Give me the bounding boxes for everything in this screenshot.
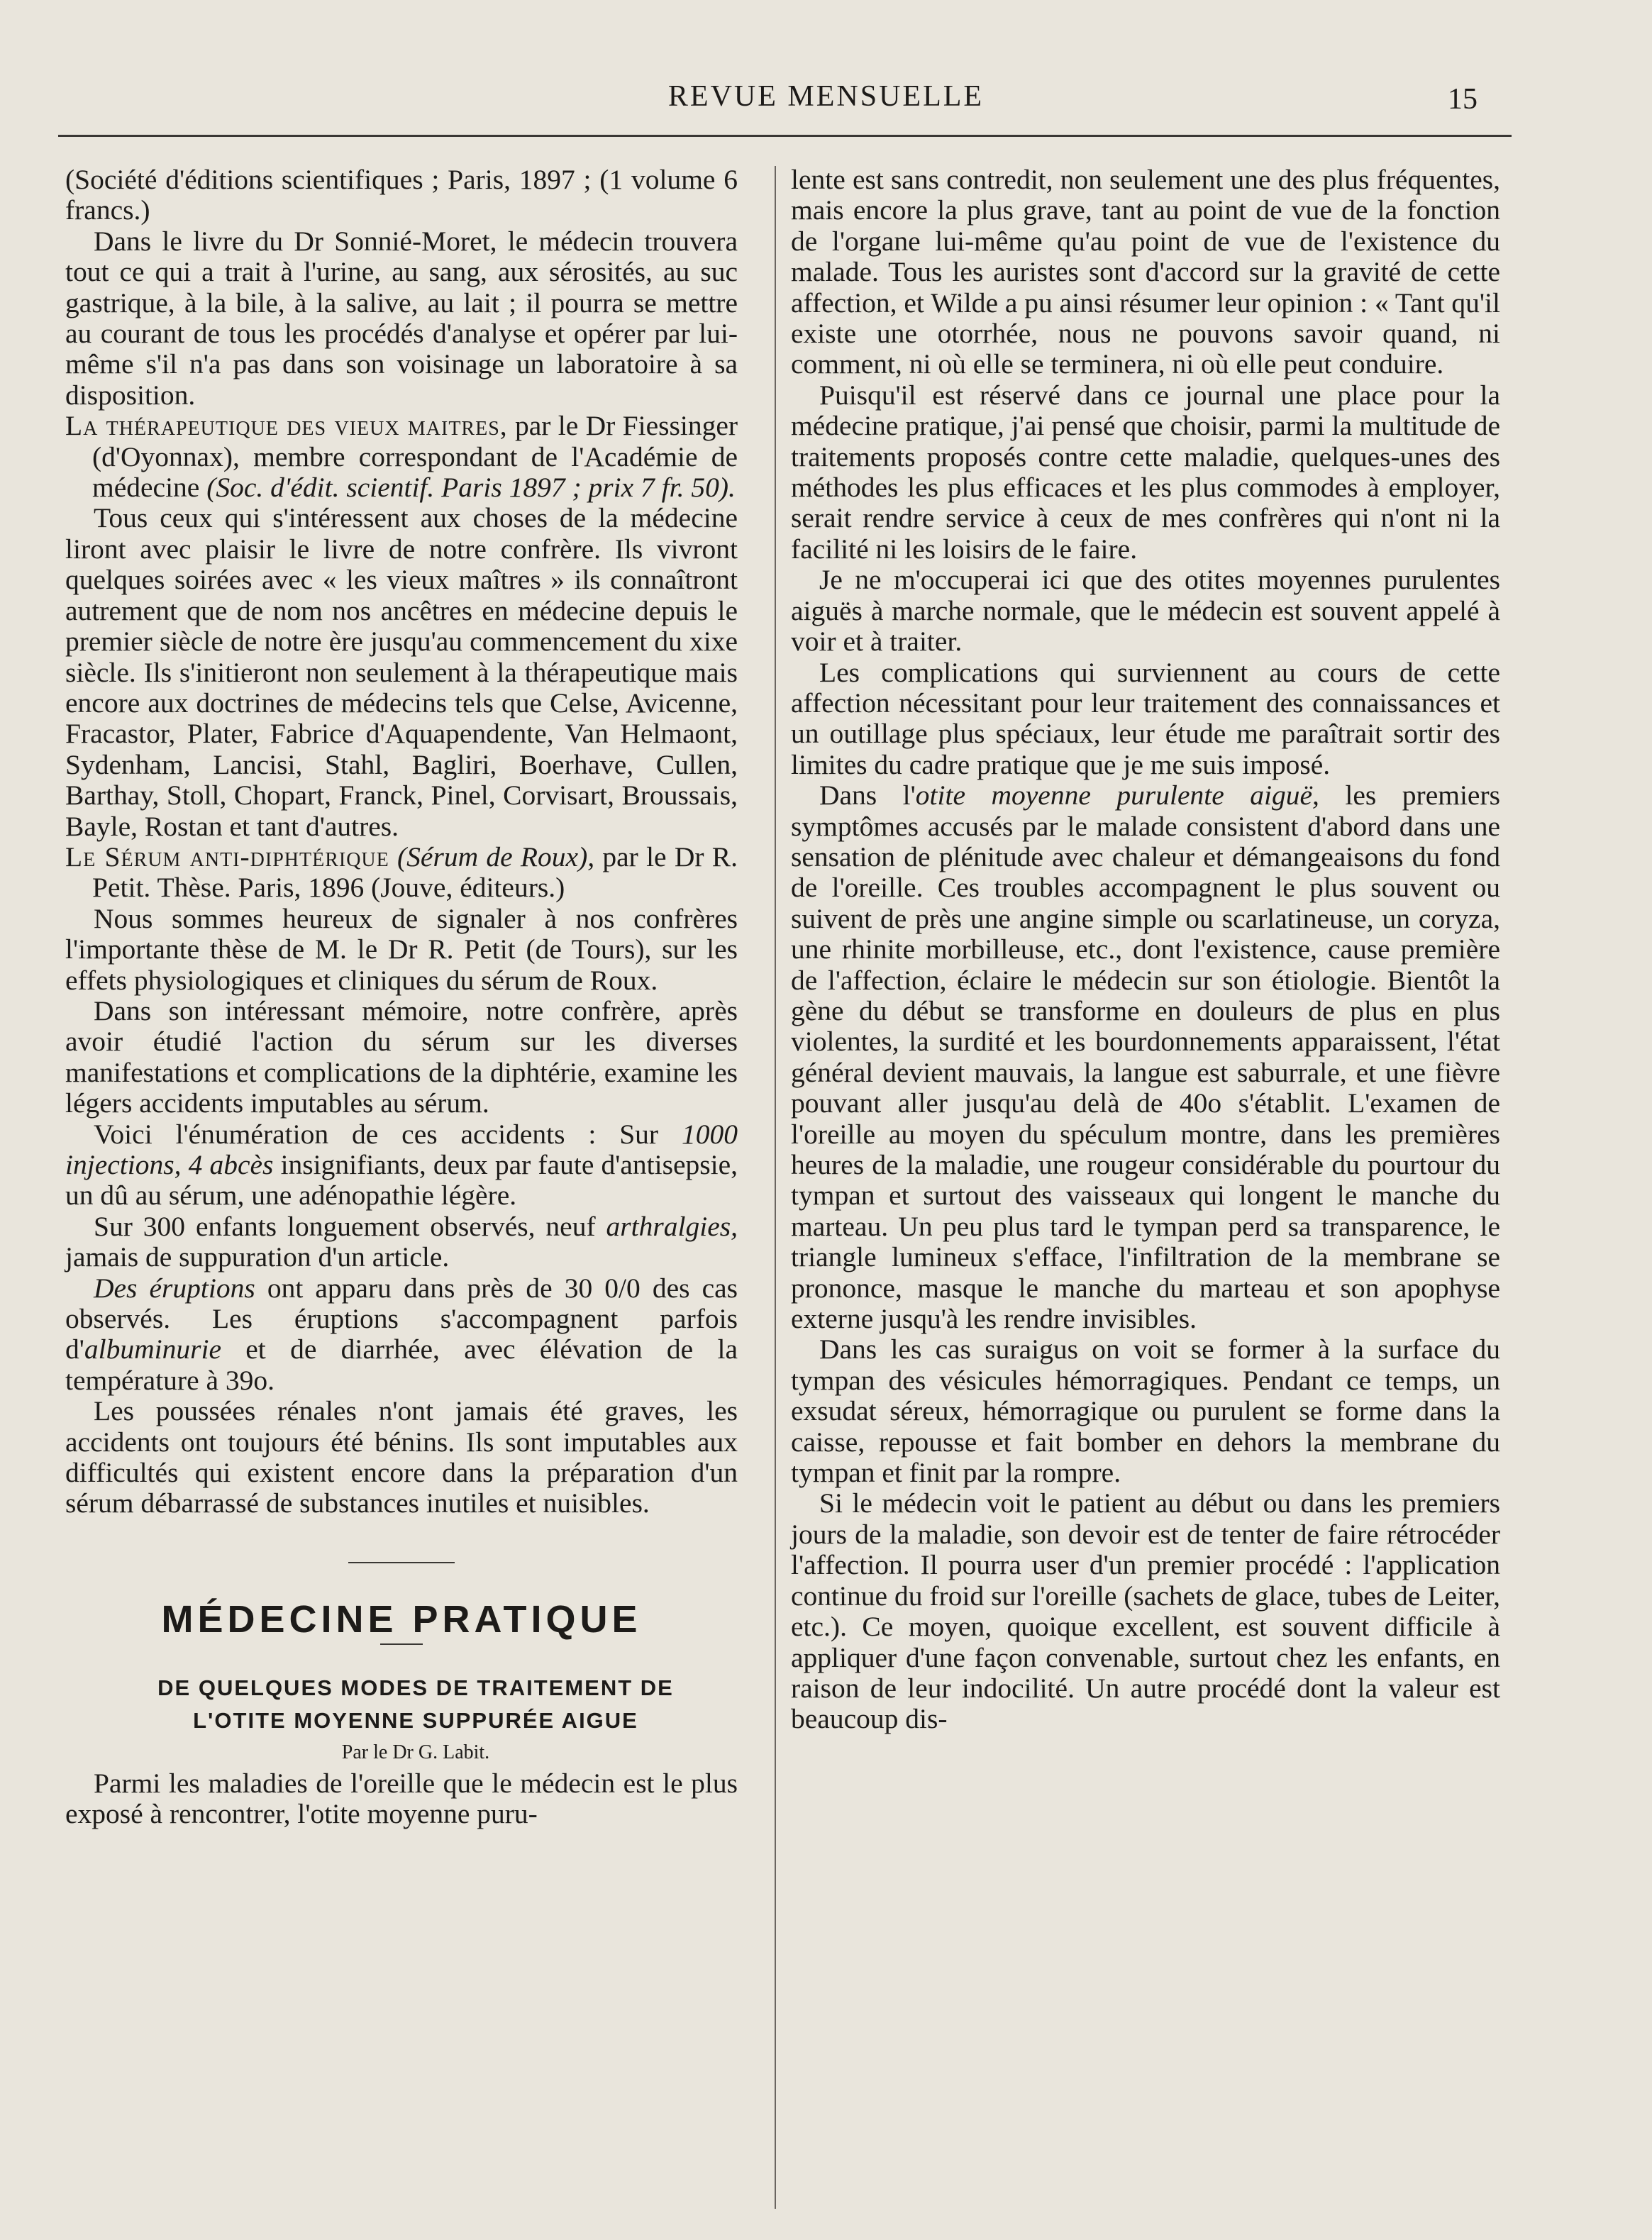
right-column [791, 165, 1500, 1735]
book-entry [65, 842, 738, 904]
paragraph: Tous ceux qui s'intéressent aux choses de la médecine liront avec plaisir le livre de notre confrère. Ils vivront quelques soirées avec « les vieux maîtres » ils connaîtront autrement que de nom nos ancêtres en médecine depuis le premier siècle de notre ère jusqu'au commencement du xixe siècle. Ils s'initieront non seulement à la thérapeutique mais encore aux doctrines de médecins tels que Celse, Avicenne, Fracastor, Plater, Fabrice d'Aquapendente, Van Helmaont, Sydenham, Lancisi, Stahl, Bagliri, Boerhave, Cullen, Barthay, Stoll, Chopart, Franck, Pinel, Corvisart, Broussais, Bayle, Rostan et tant d'autres. [65, 502, 738, 842]
section-title: MÉDECINE PRATIQUE [161, 1597, 642, 1641]
column-separator [775, 166, 776, 2209]
section-divider [348, 1562, 455, 1563]
book-subtitle: (Sérum de Roux), [389, 841, 595, 872]
text-italic: otite moyenne purulente aiguë, [915, 780, 1319, 811]
paragraph: Dans le livre du Dr Sonnié-Moret, le médecin trouvera tout ce qui a trait à l'urine, au sang, aux sérosités, au suc gastrique, à la bile, à la salive, au lait ; il pourra se mettre au courant de tous les procédés d'analyse et opérer par lui-même s'il n'a pas dans son voisinage un laboratoire à sa disposition. [65, 225, 738, 411]
text-italic: Des éruptions [94, 1272, 255, 1304]
header-rule [58, 135, 1512, 137]
book-title: La thérapeutique des vieux maitres, [65, 410, 508, 442]
text-italic: arthralgies, [606, 1210, 738, 1242]
title-rule [380, 1643, 423, 1645]
article-title-line: L'OTITE MOYENNE SUPPURÉE AIGUE [193, 1708, 638, 1734]
paragraph: lente est sans contredit, non seulement une des plus fréquentes, mais encore la plus grave, tant au point de vue de la fonction de l'organe lui-même qu'au point de vue de l'existence du malade. Tous les auristes sont d'accord sur la gravité de cette affection, et Wilde a pu ainsi résumer leur opinion : « Tant qu'il existe une otorrhée, nous ne pouvons savoir quand, ni comment, ni où elle se terminera, ni où elle peut conduire. [791, 164, 1500, 380]
running-title: REVUE MENSUELLE [667, 80, 985, 113]
paragraph [65, 1119, 738, 1212]
text-italic: 1000 injections, 4 abcès [65, 1118, 738, 1180]
book-details: par le Dr Fiessinger (d'Oyonnax), membre correspondant de l'Académie de médecine [92, 410, 738, 504]
book-details: par le Dr R. Petit. Thèse. Paris, 1896 (Jouve, éditeurs.) [92, 841, 738, 904]
paragraph: Parmi les maladies de l'oreille que le médecin est le plus exposé à rencontrer, l'otite moyenne puru- [65, 1767, 738, 1830]
text-run: ont apparu dans près de 30 0/0 des cas observés. Les éruptions s'accompagnent parfois d' [65, 1272, 738, 1365]
page-number: 15 [1448, 83, 1478, 116]
paragraph: Puisqu'il est réservé dans ce journal une place pour la médecine pratique, j'ai pensé que choisir, parmi la multitude de traitements proposés contre cette maladie, quelques-unes des méthodes les plus efficaces et les plus commodes à employer, serait rendre service à ceux de mes confrères qui n'ont ni la facilité ni les loisirs de le faire. [791, 379, 1500, 565]
book-entry [65, 411, 738, 503]
text-italic: albuminurie [84, 1334, 221, 1365]
article-byline: Par le Dr G. Labit. [341, 1741, 490, 1764]
article-title-line: DE QUELQUES MODES DE TRAITEMENT DE [157, 1675, 674, 1701]
text-run: Dans l' [819, 780, 916, 811]
text-run: et de diarrhée, avec élévation de la température à 39o. [65, 1334, 738, 1396]
text-run: les premiers symptômes accusés par le malade consistent d'abord dans une sensation de plénitude avec chaleur et démangeaisons du fond de l'oreille. Ces troubles accompagnent le plus souvent ou suivent de près une angine simple ou scarlatineuse, un coryza, une rhinite morbilleuse, etc., dont l'existence, cause première de l'affection, éclaire le médecin sur son étiologie. Bientôt la gène du début se transforme en douleurs de plus en plus violentes, la surdité et les bourdonnements apparaissent, l'état général devient mauvais, la langue est saburrale, et une fièvre pouvant aller jusqu'au delà de 40o s'établit. L'examen de l'oreille au moyen du spéculum montre, dans les premières heures de la maladie, une rougeur considérable du pourtour du tympan et surtout des vaisseaux qui longent le manche du marteau. Un peu plus tard le tympan perd sa transparence, le triangle lumineux s'efface, l'infiltration de la membrane se prononce, masque le manche du marteau et son apophyse externe jusqu'à les rendre invisibles. [791, 780, 1500, 1335]
paragraph: Dans les cas suraigus on voit se former à la surface du tympan des vésicules hémorragiques. Pendant ce temps, un exsudat séreux, hémorragique ou purulent se forme dans la caisse, repousse et fait bomber en dehors la membrane du tympan et finit par la rompre. [791, 1334, 1500, 1489]
page-header [0, 79, 1652, 129]
paragraph: Nous sommes heureux de signaler à nos confrères l'importante thèse de M. le Dr R. Petit (de Tours), sur les effets physiologiques et cliniques du sérum de Roux. [65, 902, 738, 996]
book-title: Le Sérum anti-diphtérique [65, 841, 389, 872]
paragraph [791, 780, 1500, 1334]
paragraph [65, 1273, 738, 1397]
text-run: Voici l'énumération de ces accidents : Sur [94, 1118, 682, 1150]
paragraph: Si le médecin voit le patient au début ou dans les premiers jours de la maladie, son devoir est de tenter de faire rétrocéder l'affection. Il pourra user d'un premier procédé : l'application continue du froid sur l'oreille (sachets de glace, tubes de Leiter, etc.). Ce moyen, quoique excellent, est souvent difficile à appliquer d'une façon convenable, surtout chez les enfants, en raison de leur indocilité. Un autre procédé dont la valeur est beaucoup dis- [791, 1487, 1500, 1735]
text-run: Sur 300 enfants longuement observés, neuf [94, 1210, 606, 1242]
left-column [65, 165, 738, 1830]
paragraph: Dans son intéressant mémoire, notre confrère, après avoir étudié l'action du sérum sur les diverses manifestations et complications de la diphtérie, examine les légers accidents imputables au sérum. [65, 994, 738, 1119]
text-run: insignifiants, deux par faute d'antisepsie, un dû au sérum, une adénopathie légère. [65, 1149, 738, 1212]
paragraph: (Société d'éditions scientifiques ; Paris, 1897 ; (1 volume 6 francs.) [65, 164, 738, 226]
paragraph: Les poussées rénales n'ont jamais été graves, les accidents ont toujours été bénins. Ils sont imputables aux difficultés qui existent encore dans la préparation d'un sérum débarrassé de substances inutiles et nuisibles. [65, 1395, 738, 1519]
paragraph: Je ne m'occuperai ici que des otites moyennes purulentes aiguës à marche normale, que le médecin est souvent appelé à voir et à traiter. [791, 564, 1500, 658]
text-run: jamais de suppuration d'un article. [65, 1241, 450, 1273]
paragraph: Les complications qui surviennent au cours de cette affection nécessitant pour leur traitement des connaissances et un outillage plus spéciaux, leur étude me paraîtrait sortir des limites du cadre pratique que je me suis imposé. [791, 656, 1500, 780]
book-publisher: (Soc. d'édit. scientif. Paris 1897 ; prix 7 fr. 50). [206, 472, 736, 504]
paragraph [65, 1212, 738, 1273]
